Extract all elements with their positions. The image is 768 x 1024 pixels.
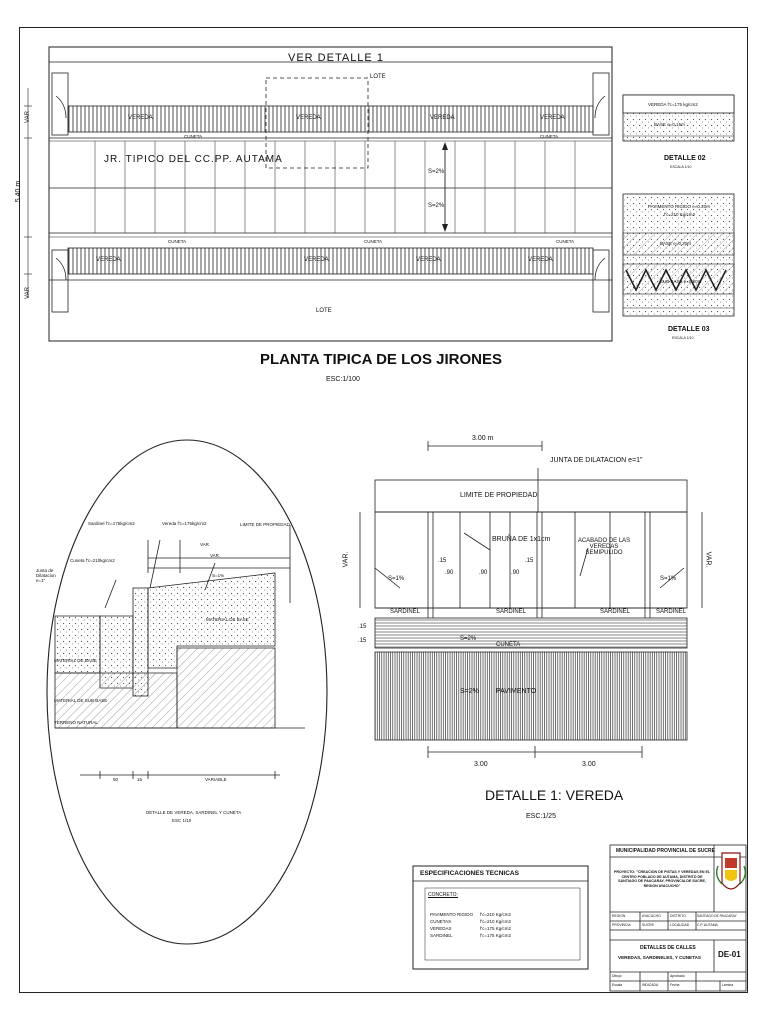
- titleblock-project: PROYECTO: "CREACION DE PISTAS Y VEREDAS EN EL CENTRO POBLADO DE AUTAMA, DISTRITO DE SANTIAGO DE PAUCARAY, PROVINCIA DE SUCRE, REGION AYACUCHO": [613, 870, 711, 888]
- detalle1-bruna-label: BRUÑA DE 1x1cm: [492, 536, 551, 543]
- titleblock-region-label: REGION: [612, 914, 626, 918]
- detalle1-limite-label: LIMITE DE PROPIEDAD: [460, 492, 538, 499]
- section-dim-b: 15: [137, 777, 143, 782]
- titleblock-localidad-label: LOCALIDAD: [670, 923, 690, 927]
- detalle1-sardinel-3: SARDINEL: [600, 609, 631, 615]
- plan-title: PLANTA TIPICA DE LOS JIRONES: [260, 351, 502, 368]
- titleblock-distrito-label: DISTRITO: [670, 914, 686, 918]
- cuneta-label-5: CUNETA: [556, 239, 575, 244]
- detalle03-subbase-label: SUB BASE e=0.20m: [660, 279, 702, 284]
- section-junta-label: Junta de Dilatacion e=1": [36, 568, 56, 583]
- dim-var-top: VAR: [24, 111, 31, 123]
- titleblock-distrito-value: SANTIAGO DE PAUCARAY: [697, 914, 737, 918]
- titleblock-sheet-code: DE-01: [718, 950, 741, 959]
- vereda-label-7: VEREDA: [416, 257, 441, 263]
- vereda-label-3: VEREDA: [430, 115, 455, 121]
- specs-row-2-value: f'c=210 Kg/cm2: [480, 919, 512, 924]
- cuneta-label-2: CUNETA: [540, 134, 559, 139]
- section-vereda-label: Vereda f'c=175kg/cm2: [162, 521, 207, 526]
- specs-title: ESPECIFICACIONES TECNICAS: [420, 870, 519, 877]
- titleblock-lamina-label: Lamina: [722, 983, 734, 987]
- detalle1-slope-right: S=1%: [660, 576, 677, 582]
- vereda-label-5: VEREDA: [96, 257, 121, 263]
- dim-var-bottom: VAR: [24, 287, 31, 299]
- section-mat-base-right: MATERIAL DE BASE: [206, 617, 249, 622]
- detalle02-scale: ESCALA 1/10: [670, 165, 692, 169]
- detalle02-title: DETALLE 02: [664, 155, 706, 162]
- section-var-2: VAR.: [210, 553, 221, 558]
- dim-left-label: 5.40 m: [15, 180, 23, 203]
- slope-label-2: S=2%: [428, 203, 445, 209]
- detalle02-vereda-label: VEREDA f'c=175 kg/cm2: [648, 102, 698, 107]
- detalle1-sardinel-1: SARDINEL: [390, 609, 421, 615]
- slope-label-1: S=2%: [428, 169, 445, 175]
- specs-row-3-value: f'c=175 Kg/cm2: [480, 926, 512, 931]
- detalle03-fc-label: f'c=210 Kg/cm2: [664, 212, 696, 217]
- specs-row-4-value: f'c=175 Kg/cm2: [480, 933, 512, 938]
- section-dim-c: VARIABLE: [205, 777, 227, 782]
- specs-subtitle: CONCRETO:: [428, 892, 458, 898]
- detalle1-dim-bottom-2: 3.00: [582, 761, 596, 768]
- section-var-1: VAR.: [200, 542, 211, 547]
- detalle1-dim-4: .90: [511, 570, 520, 576]
- section-mat-base-left: MATERIAL DE BASE: [54, 658, 97, 663]
- titleblock-provincia-label: PROVINCIA: [612, 923, 631, 927]
- detalle1-dim-2: .90: [445, 570, 454, 576]
- detalle1-pavimento-label: PAVIMENTO: [496, 688, 537, 695]
- section-terreno-label: TERRENO NATURAL: [54, 720, 98, 725]
- plan-scale: ESC:1/100: [326, 376, 360, 383]
- detalle1-var-left: VAR.: [342, 551, 350, 568]
- section-cuneta-label: Cuneta f'c=210kg/cm2: [70, 558, 115, 563]
- specs-row-4-name: SARDINEL: [430, 933, 453, 938]
- titleblock-dibujo-label: Dibujo: [612, 974, 622, 978]
- specs-row-3-name: VEREDAS: [430, 926, 452, 931]
- titleblock-aprobado-label: Aprobado: [670, 974, 685, 978]
- detalle1-sardinel-4: SARDINEL: [656, 609, 687, 615]
- detalle1-scale: ESC:1/25: [526, 813, 556, 820]
- section-caption-scale: ESC 1/10: [172, 818, 192, 823]
- section-mat-subbase: MATERIAL DE SUB BASE: [54, 698, 108, 703]
- detalle1-slope-cuneta: S=2%: [460, 636, 477, 642]
- cuneta-label-3: CUNETA: [168, 239, 187, 244]
- detalle03-title: DETALLE 03: [668, 326, 710, 333]
- detalle1-cuneta-label: CUNETA: [496, 642, 521, 648]
- lote-bottom-label: LOTE: [316, 308, 332, 314]
- specs-row-2-name: CUNETAS: [430, 919, 452, 924]
- specs-row-1-value: f'c=210 Kg/cm2: [480, 912, 512, 917]
- street-name-label: JR. TIPICO DEL CC.PP. AUTAMA: [104, 154, 283, 165]
- titleblock-entity: MUNICIPALIDAD PROVINCIAL DE SUCRE: [616, 848, 715, 854]
- detalle1-slope-left: S=1%: [388, 576, 405, 582]
- vereda-label-2: VEREDA: [296, 115, 321, 121]
- cuneta-label-1: CUNETA: [184, 134, 203, 139]
- section-limite-label: LIMITE DE PROPIEDAD: [240, 522, 290, 527]
- section-slope-label: S=1%: [212, 573, 225, 578]
- titleblock-escala-label: Escala: [612, 983, 623, 987]
- titleblock-sheet-title: DETALLES DE CALLES: [640, 945, 696, 951]
- detalle1-sardinel-2: SARDINEL: [496, 609, 527, 615]
- detalle1-dim-1: .15: [438, 558, 447, 564]
- detalle03-pav-label: PAVIMENTO RIGIDO e=0.20m: [648, 204, 710, 209]
- titleblock-provincia-value: SUCRE: [642, 923, 654, 927]
- detalle1-dim-bottom-1: 3.00: [474, 761, 488, 768]
- detalle1-dim-top: 3.00 m: [472, 435, 494, 442]
- detalle1-slope-pav: S=2%: [460, 688, 479, 695]
- detalle1-acabado-label: ACABADO DE LAS VEREDAS SEMIPULIDO: [577, 538, 631, 556]
- titleblock-sheet-subtitle: VEREDAS, SARDINELES, Y CUNETAS: [618, 955, 701, 960]
- section-dim-a: 50: [113, 777, 119, 782]
- vereda-label-1: VEREDA: [128, 115, 153, 121]
- titleblock-fecha-label: Fecha: [670, 983, 680, 987]
- vereda-label-6: VEREDA: [304, 257, 329, 263]
- specs-row-1-name: PAVIMENTO RIGIDO: [430, 912, 474, 917]
- crest-logo: [717, 853, 746, 889]
- cuneta-label-4: CUNETA: [364, 239, 383, 244]
- detalle03-scale: ESCALA 1/10: [672, 336, 694, 340]
- detalle1-dim-5: .15: [525, 558, 534, 564]
- section-sardinel-label: Sardinel f'c=175kg/cm2: [88, 521, 135, 526]
- lote-top-label: LOTE: [370, 74, 386, 80]
- detalle02-base-label: BASE e=0.15m: [654, 122, 685, 127]
- titleblock-region-value: AYACUCHO: [642, 914, 661, 918]
- titleblock-localidad-value: C.P. AUTAMA: [697, 923, 718, 927]
- ver-detalle-label: VER DETALLE 1: [288, 52, 384, 64]
- titleblock-escala-value: INDICADA: [642, 983, 659, 987]
- detalle1-var-right: VAR.: [704, 551, 712, 568]
- detalle1-title: DETALLE 1: VEREDA: [485, 787, 624, 803]
- detalle1-side-b: .15: [358, 638, 367, 644]
- section-caption: DETALLE DE VEREDA, SARDINEL Y CUNETA: [146, 810, 242, 815]
- detalle1-junta-label: JUNTA DE DILATACION e=1": [550, 457, 643, 464]
- vereda-label-8: VEREDA: [528, 257, 553, 263]
- vereda-label-4: VEREDA: [540, 115, 565, 121]
- detalle1-side-a: .15: [358, 624, 367, 630]
- detalle1-dim-3: .90: [479, 570, 488, 576]
- detalle03-base-label: BASE e=0.20m: [660, 241, 691, 246]
- drawing-sheet: [15, 27, 748, 993]
